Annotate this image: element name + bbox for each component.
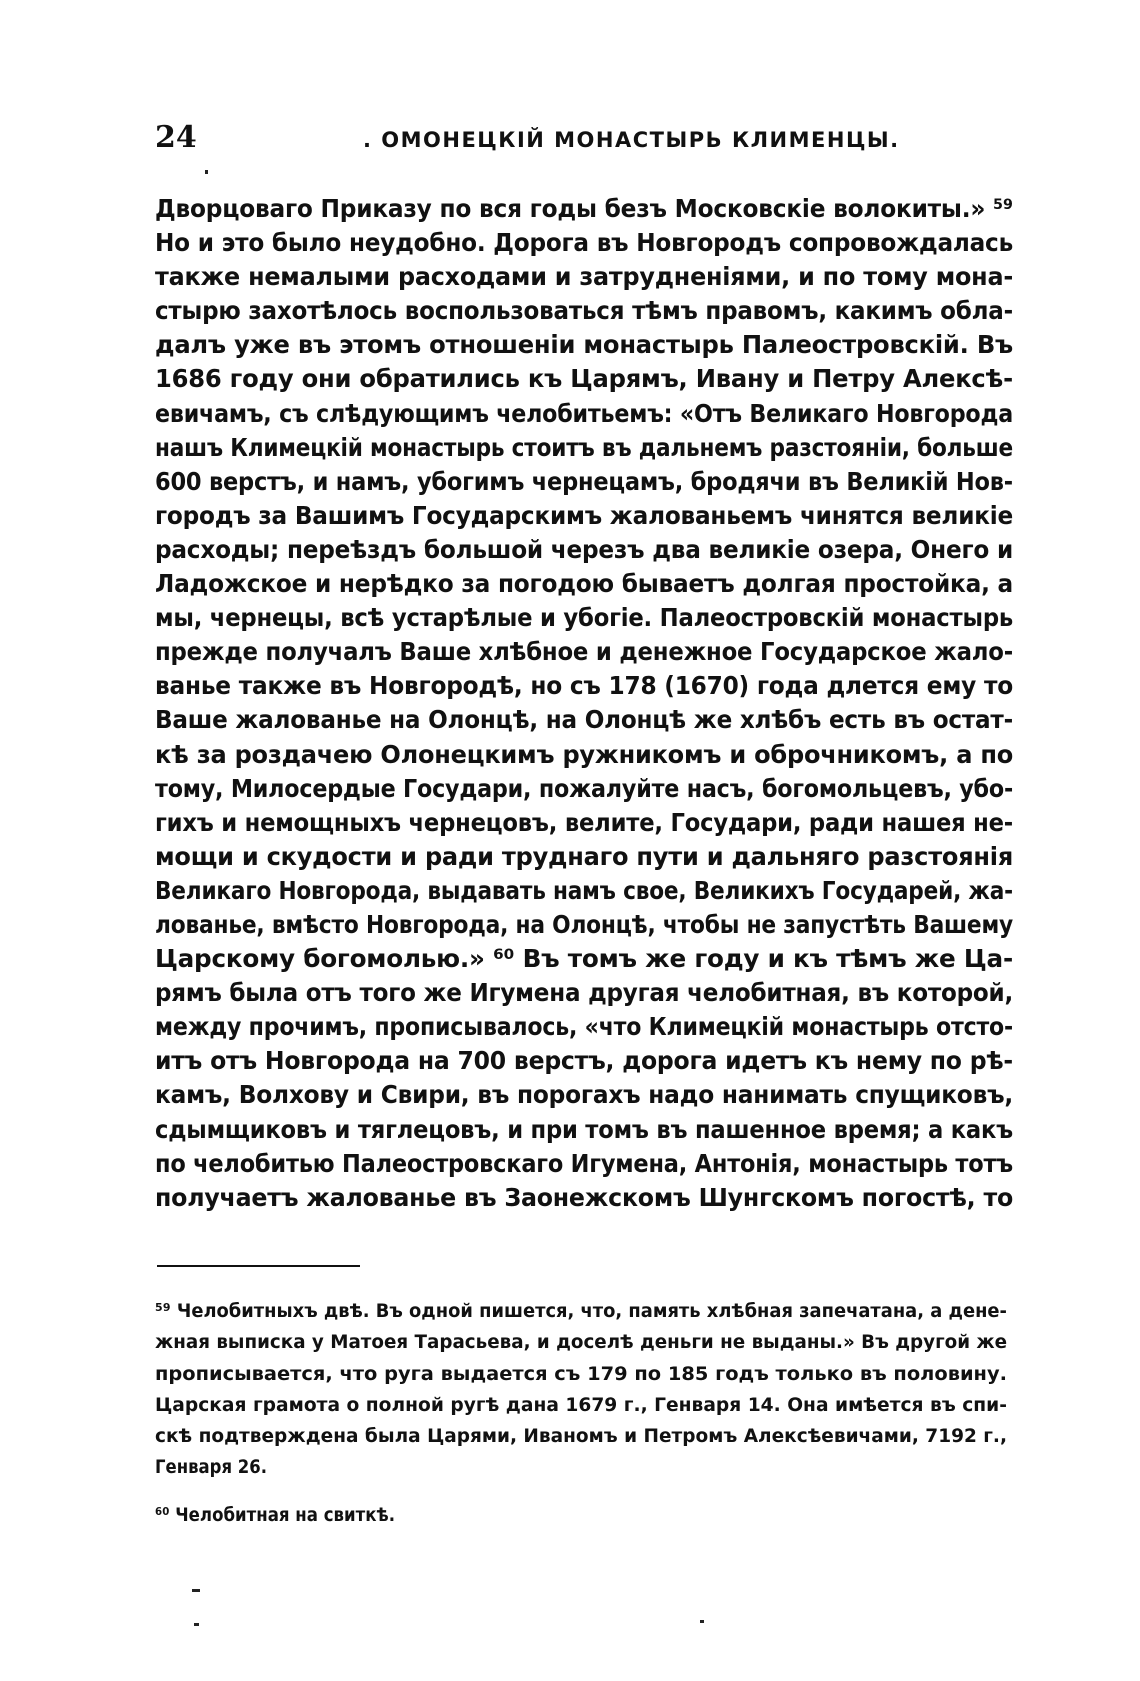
text-line-content: Великаго Новгорода, выдавать намъ свое, Великихъ Государей, жа- (155, 875, 1013, 905)
speck-mark (192, 1589, 200, 1592)
text-line-content: далъ уже въ этомъ отношеніи монастырь Палеостровскій. Въ (155, 330, 1014, 360)
page-header (155, 120, 1015, 160)
footnotes (155, 1296, 1013, 1531)
text-line (155, 260, 1013, 294)
text-line (155, 1113, 1013, 1147)
text-line (155, 669, 1013, 703)
footnote-separator (157, 1265, 360, 1267)
text-line (155, 840, 1013, 874)
footnote-line (155, 1359, 1013, 1390)
footnote-line-content: Генваря 26. (155, 1456, 267, 1479)
text-line-content: рямъ была отъ того же Игумена другая челобитная, въ которой, (155, 978, 1014, 1008)
text-line-content: прежде получалъ Ваше хлѣбное и денежное Государское жало- (155, 637, 1014, 667)
text-line-content: нашъ Климецкій монастырь стоитъ въ дальнемъ разстояніи, больше (155, 432, 1013, 462)
text-line-content: городъ за Вашимъ Государскимъ жалованьемъ чинятся великіе (155, 500, 1013, 530)
text-line (155, 567, 1013, 601)
text-line (155, 738, 1013, 772)
text-line-content: итъ отъ Новгорода на 700 верстъ, дорога идетъ къ нему по рѣ- (155, 1046, 1013, 1076)
text-line (155, 294, 1013, 328)
running-head: . ОМОНЕЦКІЙ МОНАСТЫРЬ КЛИМЕНЦЫ. (363, 128, 900, 152)
text-line-content: 600 верстъ, и намъ, убогимъ чернецамъ, бродячи въ Великій Нов- (155, 466, 1013, 496)
text-line (155, 397, 1013, 431)
text-line (155, 362, 1013, 396)
text-line-content: кѣ за роздачею Олонецкимъ ружникомъ и оброчникомъ, а по (155, 739, 1014, 769)
footnote-60-text: ⁶⁰ Челобитная на свиткѣ. (155, 1503, 395, 1526)
text-line-content: камъ, Волхову и Свири, въ порогахъ надо нанимать спущиковъ, (155, 1080, 1014, 1110)
text-line (155, 226, 1013, 260)
footnote-59 (155, 1296, 1013, 1484)
text-line (155, 703, 1013, 737)
text-line (155, 431, 1013, 465)
speck-mark (205, 170, 208, 174)
text-line (155, 942, 1013, 976)
text-line-content: мощи и скудости и ради труднаго пути и дальняго разстоянія (155, 841, 1014, 871)
footnote-line-content: ⁵⁹ Челобитныхъ двѣ. Въ одной пишется, что, память хлѣбная запечатана, а дене- (155, 1300, 1007, 1322)
footnote-line-content: Царская грамота о полной ругѣ дана 1679 г., Генваря 14. Она имѣется въ спи- (155, 1393, 1007, 1416)
text-line (155, 806, 1013, 840)
text-line-content: тому, Милосердые Государи, пожалуйте насъ, богомольцевъ, убо- (155, 773, 1014, 803)
text-line-content: Дворцоваго Приказу по вся годы безъ Московскіе волокиты.» ⁵⁹ (155, 194, 1013, 223)
text-line (155, 1078, 1013, 1112)
speck-mark (194, 1623, 199, 1626)
text-line-content: сдымщиковъ и тяглецовъ, и при томъ въ пашенное время; а какъ (155, 1114, 1013, 1144)
text-line-content: также немалыми расходами и затрудненіями, и по тому мона- (155, 262, 1014, 292)
speck-mark (700, 1620, 704, 1623)
text-line-content: Ваше жалованье на Олонцѣ, на Олонцѣ же хлѣбъ есть въ остат- (155, 705, 1013, 735)
text-line (155, 465, 1013, 499)
text-line-content: Ладожское и нерѣдко за погодою бываетъ долгая простойка, а (155, 569, 1014, 599)
footnote-line (155, 1452, 1013, 1483)
footnote-line-content: скѣ подтверждена была Царями, Иваномъ и Петромъ Алексѣевичами, 7192 г., (155, 1425, 1008, 1448)
text-line (155, 499, 1013, 533)
text-line-content: гихъ и немощныхъ чернецовъ, велите, Государи, ради нашея не- (155, 807, 1014, 837)
footnote-line (155, 1296, 1013, 1327)
text-line-content: между прочимъ, прописывалось, «что Климецкій монастырь отсто- (155, 1012, 1013, 1042)
footnote-line (155, 1390, 1013, 1421)
text-line (155, 635, 1013, 669)
text-line (155, 874, 1013, 908)
footnote-line-content: жная выписка у Матоея Тарасьева, и доселѣ деньги не выданы.» Въ другой же (155, 1331, 1008, 1354)
text-line (155, 328, 1013, 362)
text-line (155, 908, 1013, 942)
text-line (155, 976, 1013, 1010)
text-line-content: мы, чернецы, всѣ устарѣлые и убогіе. Палеостровскій монастырь (155, 603, 1014, 633)
text-line-content: Царскому богомолью.» ⁶⁰ Въ томъ же году и къ тѣмъ же Ца- (155, 944, 1013, 974)
text-line-content: лованье, вмѣсто Новгорода, на Олонцѣ, чтобы не запустѣть Вашему (155, 909, 1014, 939)
text-line-content: получаетъ жалованье въ Заонежскомъ Шунгскомъ погостѣ, то (155, 1182, 1014, 1212)
footnote-line-content: прописывается, что руга выдается съ 179 по 185 годъ только въ половину. (155, 1362, 1007, 1385)
text-line-content: по челобитью Палеостровскаго Игумена, Антонія, монастырь тотъ (155, 1148, 1014, 1178)
text-line-content: евичамъ, съ слѣдующимъ челобитьемъ: «Отъ Великаго Новгорода (155, 398, 1013, 428)
text-line (155, 601, 1013, 635)
text-line (155, 1044, 1013, 1078)
text-line (155, 192, 1013, 226)
text-line (155, 772, 1013, 806)
text-line-content: расходы; переѣздъ большой черезъ два великіе озера, Онего и (155, 534, 1013, 564)
text-line (155, 533, 1013, 567)
text-line-content: стырю захотѣлось воспользоваться тѣмъ правомъ, какимъ обла- (155, 296, 1013, 326)
text-line-content: 1686 году они обратились къ Царямъ, Ивану и Петру Алексѣ- (155, 364, 1013, 394)
main-text (155, 192, 1013, 1215)
text-line (155, 1181, 1013, 1215)
text-line-content: Но и это было неудобно. Дорога въ Новгородъ сопровождалась (155, 228, 1014, 258)
page-number: 24 (155, 120, 197, 155)
text-line (155, 1010, 1013, 1044)
text-line (155, 1147, 1013, 1181)
footnote-line (155, 1421, 1013, 1452)
footnote-60 (155, 1500, 1013, 1531)
text-line-content: ванье также въ Новгородѣ, но съ 178 (1670) года длется ему то (155, 671, 1013, 701)
footnote-line (155, 1327, 1013, 1358)
